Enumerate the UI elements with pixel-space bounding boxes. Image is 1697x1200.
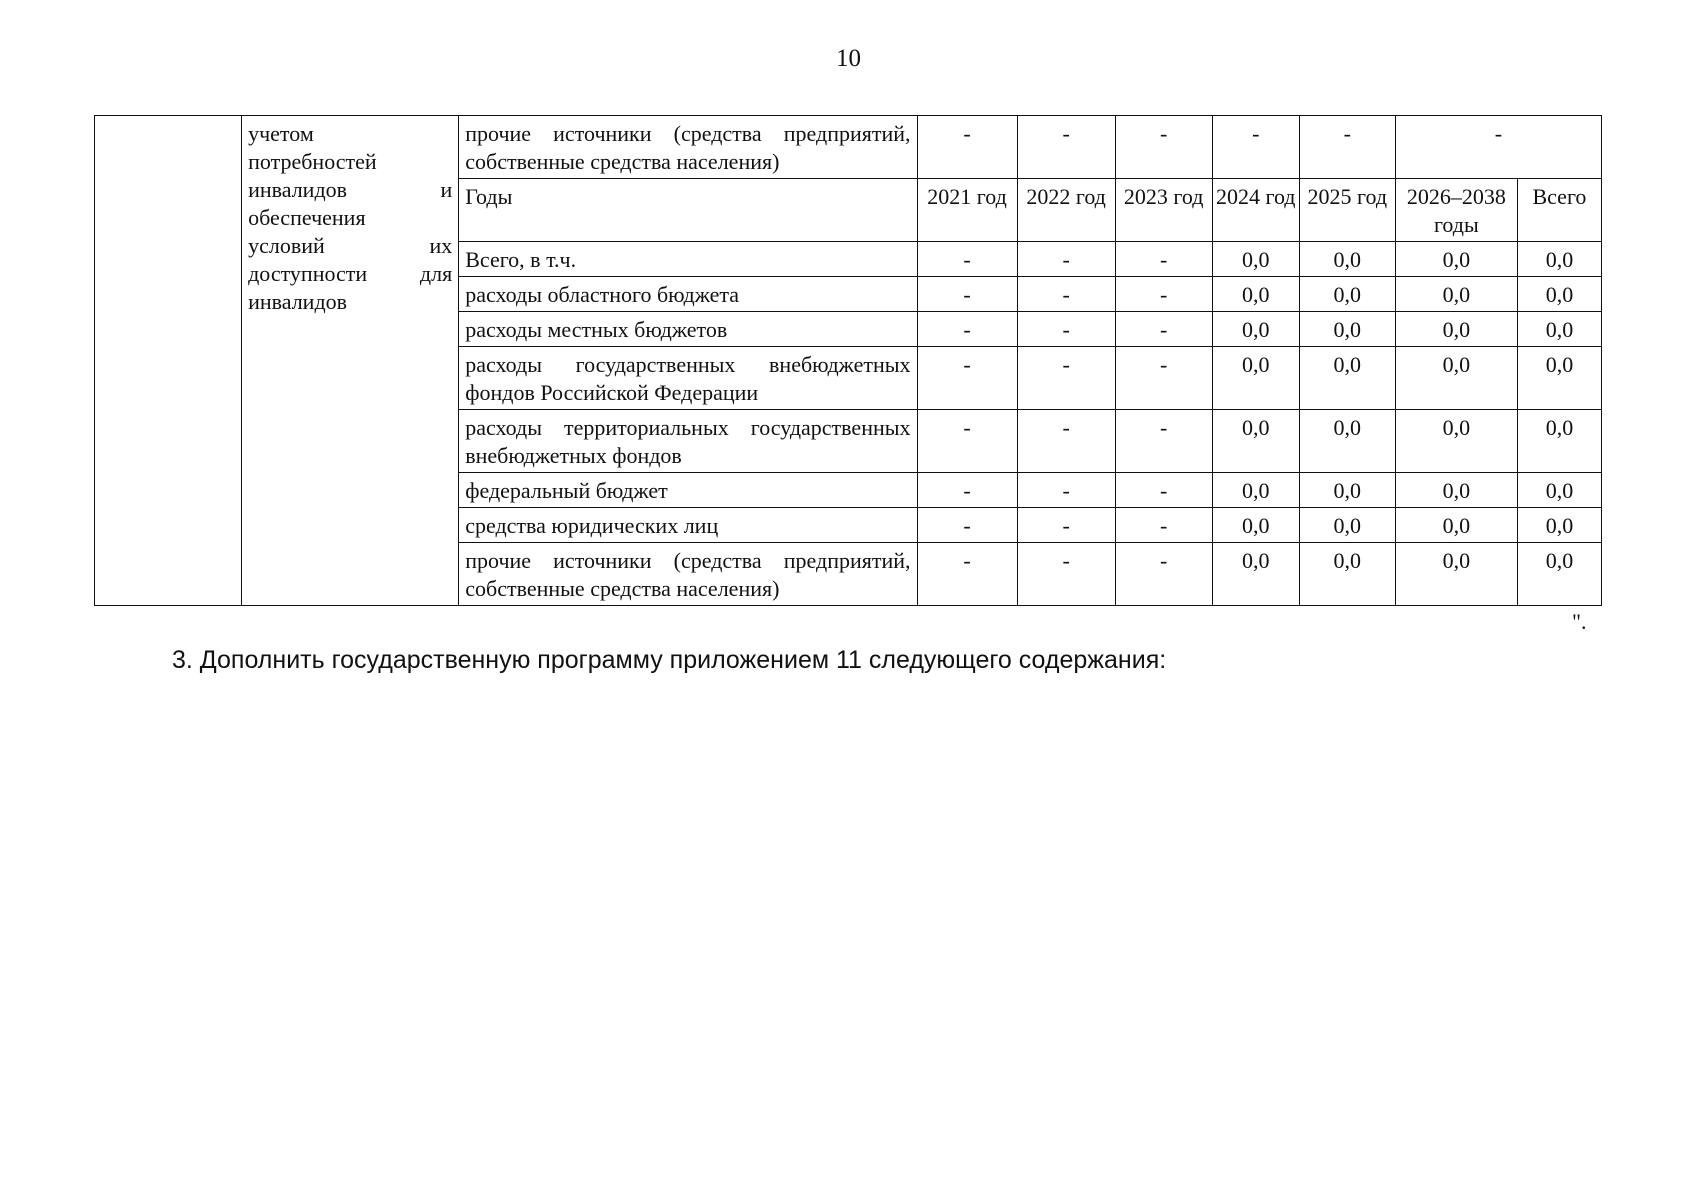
value-cell: - — [1017, 116, 1115, 179]
value-cell: - — [917, 116, 1017, 179]
value-cell: - — [1017, 508, 1115, 543]
value-cell: 0,0 — [1517, 277, 1601, 312]
year-header: 2025 год — [1299, 179, 1395, 242]
value-cell: 0,0 — [1517, 473, 1601, 508]
value-cell: - — [917, 410, 1017, 473]
year-header: 2023 год — [1115, 179, 1212, 242]
value-cell: - — [1017, 347, 1115, 410]
value-cell: 0,0 — [1395, 543, 1517, 606]
row-label: расходы местных бюджетов — [459, 312, 917, 347]
subject-line: обеспечения — [248, 205, 366, 230]
value-cell: - — [1115, 277, 1212, 312]
value-cell: 0,0 — [1395, 410, 1517, 473]
value-cell: - — [1017, 410, 1115, 473]
value-cell: 0,0 — [1212, 312, 1299, 347]
value-cell: - — [1115, 242, 1212, 277]
row-label: расходы государственных внебюджетных фондов Российской Федерации — [459, 347, 917, 410]
page-number: 10 — [836, 45, 861, 72]
value-cell: 0,0 — [1212, 347, 1299, 410]
closing-quote: ". — [1572, 609, 1587, 634]
financing-table — [94, 115, 1602, 606]
value-cell: 0,0 — [1212, 277, 1299, 312]
row-label: федеральный бюджет — [459, 473, 917, 508]
value-cell: 0,0 — [1299, 242, 1395, 277]
value-cell: - — [1115, 116, 1212, 179]
value-cell: - — [1115, 473, 1212, 508]
value-cell: - — [1017, 277, 1115, 312]
year-header: 2026–2038 годы — [1395, 179, 1517, 242]
value-cell: - — [1017, 312, 1115, 347]
value-cell: - — [1115, 508, 1212, 543]
value-cell: 0,0 — [1517, 508, 1601, 543]
row-label: прочие источники (средства предприятий, собственные средства населения) — [459, 543, 917, 606]
value-cell: 0,0 — [1395, 242, 1517, 277]
value-cell: 0,0 — [1299, 277, 1395, 312]
value-cell: 0,0 — [1212, 242, 1299, 277]
value-cell: - — [1017, 242, 1115, 277]
row-label: расходы территориальных государственных внебюджетных фондов — [459, 410, 917, 473]
value-cell: - — [1017, 473, 1115, 508]
year-header: 2021 год — [917, 179, 1017, 242]
row-label: расходы областного бюджета — [459, 277, 917, 312]
blank-first-column — [95, 116, 242, 606]
value-cell: - — [1115, 410, 1212, 473]
subject-line: учетом — [248, 121, 314, 146]
value-cell: - — [917, 347, 1017, 410]
value-cell: 0,0 — [1212, 543, 1299, 606]
subject-line: условий их — [248, 233, 453, 258]
value-cell: 0,0 — [1212, 508, 1299, 543]
value-cell: 0,0 — [1517, 312, 1601, 347]
value-cell: - — [917, 508, 1017, 543]
row-label: прочие источники (средства предприятий, собственные средства населения) — [459, 116, 917, 179]
value-cell: 0,0 — [1517, 543, 1601, 606]
value-cell: - — [1212, 116, 1299, 179]
subject-line: потребностей — [248, 149, 377, 174]
value-cell: - — [1115, 347, 1212, 410]
subject-line: доступности для — [248, 261, 453, 286]
value-cell: 0,0 — [1395, 473, 1517, 508]
value-cell: 0,0 — [1517, 242, 1601, 277]
value-cell: - — [917, 543, 1017, 606]
value-cell: 0,0 — [1517, 347, 1601, 410]
years-header-label: Годы — [459, 179, 917, 242]
value-cell: 0,0 — [1299, 312, 1395, 347]
value-cell: 0,0 — [1299, 347, 1395, 410]
value-cell: - — [1395, 116, 1601, 179]
value-cell: 0,0 — [1395, 277, 1517, 312]
value-cell: - — [917, 242, 1017, 277]
value-cell: - — [1017, 543, 1115, 606]
subject-line: инвалидов и — [248, 177, 453, 202]
value-cell: 0,0 — [1299, 410, 1395, 473]
value-cell: 0,0 — [1212, 410, 1299, 473]
value-cell: 0,0 — [1299, 543, 1395, 606]
value-cell: - — [917, 312, 1017, 347]
total-header: Всего — [1517, 179, 1601, 242]
row-label: средства юридических лиц — [459, 508, 917, 543]
value-cell: 0,0 — [1299, 508, 1395, 543]
subject-cell — [242, 116, 459, 606]
subject-line: инвалидов — [248, 289, 348, 314]
value-cell: - — [1115, 312, 1212, 347]
value-cell: - — [917, 277, 1017, 312]
value-cell: 0,0 — [1299, 473, 1395, 508]
value-cell: - — [1299, 116, 1395, 179]
value-cell: 0,0 — [1395, 347, 1517, 410]
row-label: Всего, в т.ч. — [459, 242, 917, 277]
year-header: 2024 год — [1212, 179, 1299, 242]
value-cell: - — [1115, 543, 1212, 606]
value-cell: - — [917, 473, 1017, 508]
table-row — [95, 116, 1602, 179]
value-cell: 0,0 — [1395, 312, 1517, 347]
value-cell: 0,0 — [1212, 473, 1299, 508]
year-header: 2022 год — [1017, 179, 1115, 242]
paragraph-item-3: 3. Дополнить государственную программу приложением 11 следующего содержания: — [172, 646, 1167, 674]
value-cell: 0,0 — [1517, 410, 1601, 473]
value-cell: 0,0 — [1395, 508, 1517, 543]
